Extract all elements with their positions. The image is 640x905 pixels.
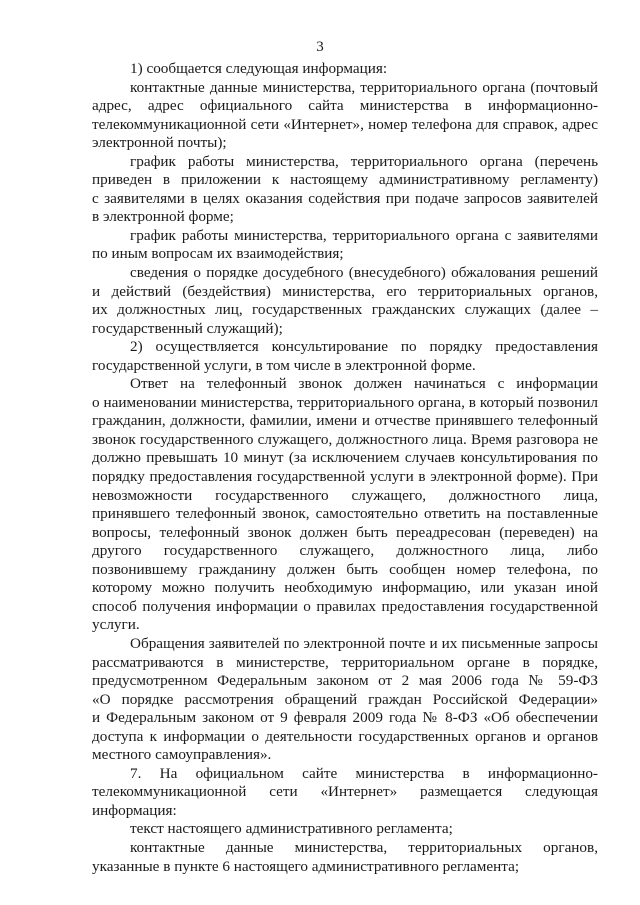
text-line: в электронной форме; (92, 208, 234, 226)
text-line: звонок государственного служащего, должностного лица. Время разговора не (92, 430, 598, 448)
text-line: невозможности государственного служащего, должностного лица, (92, 486, 598, 504)
text-line: телекоммуникационной сети «Интернет», номер телефона для справок, адрес (92, 115, 598, 133)
text-line: 7. На официальном сайте министерства в информационно- (130, 764, 598, 782)
text-line: приведен в приложении к настоящему административному регламенту) (92, 171, 598, 189)
text-line: местного самоуправления». (92, 746, 272, 764)
text-line: сведения о порядке досудебного (внесудебного) обжалования решений (130, 264, 598, 282)
text-line: услуги. (92, 616, 140, 634)
text-line: контактные данные министерства, территориального органа (почтовый (130, 78, 598, 96)
text-line: доступа к информации о деятельности государственных органов и органов (92, 727, 598, 745)
text-line: по иным вопросам их взаимодействия; (92, 245, 344, 263)
text-line: рассматриваются в министерстве, территориальном органе в порядке, (92, 653, 598, 671)
text-line: и действий (бездействия) министерства, его территориальных органов, (92, 282, 598, 300)
text-line: телекоммуникационной сети «Интернет» размещается следующая (92, 783, 598, 801)
text-line: порядку предоставления государственной услуги в электронной форме). При (92, 468, 598, 486)
document-body (92, 60, 598, 876)
text-line: контактные данные министерства, территориальных органов, (130, 838, 598, 856)
text-line: Обращения заявителей по электронной почте и их письменные запросы (130, 634, 598, 652)
text-line: «О порядке рассмотрения обращений граждан Российской Федерации» (92, 690, 598, 708)
text-line: адрес, адрес официального сайта министерства в информационно- (92, 97, 598, 115)
text-line: Ответ на телефонный звонок должен начинаться с информации (130, 375, 598, 393)
text-line: гражданин, должности, фамилии, имени и отчестве принявшего телефонный (92, 412, 598, 430)
text-line: которому можно получить необходимую информацию, или указан иной (92, 579, 598, 597)
text-line: электронной почты); (92, 134, 227, 152)
text-line: график работы министерства, территориального органа с заявителями (130, 226, 598, 244)
text-line: и Федеральным законом от 9 февраля 2009 года № 8-ФЗ «Об обеспечении (92, 709, 598, 727)
text-line: государственный служащий); (92, 319, 283, 337)
text-line: 1) сообщается следующая информация: (130, 60, 388, 77)
text-line: позвонившему гражданину должен быть сообщен номер телефона, по (92, 560, 598, 578)
text-line: текст настоящего административного регламента; (130, 820, 453, 838)
text-line: государственной услуги, в том числе в электронной форме. (92, 356, 476, 374)
text-line: указанные в пункте 6 настоящего административного регламента; (92, 857, 520, 875)
text-line: должно превышать 10 минут (за исключением случаев консультирования по (92, 449, 598, 467)
text-line: другого государственного служащего, должностного лица, либо (92, 542, 598, 560)
text-line: 2) осуществляется консультирование по порядку предоставления (130, 338, 598, 356)
text-line: принявшего телефонный звонок, самостоятельно ответить на поставленные (92, 505, 598, 523)
text-line: график работы министерства, территориального органа (перечень (130, 152, 598, 170)
text-line: информация: (92, 801, 177, 819)
text-line: с заявителями в целях оказания содействия при подаче запросов заявителей (92, 189, 598, 207)
text-line: о наименовании министерства, территориального органа, в который позвонил (92, 393, 598, 411)
page-number: 3 (316, 39, 324, 55)
text-line: вопросы, телефонный звонок должен быть переадресован (переведен) на (92, 523, 598, 541)
text-line: способ получения информации о правилах предоставления государственной (92, 597, 598, 615)
text-line: предусмотренном Федеральным законом от 2 мая 2006 года № 59-ФЗ (92, 672, 598, 690)
text-line: их должностных лиц, государственных гражданских служащих (далее – (92, 301, 598, 319)
